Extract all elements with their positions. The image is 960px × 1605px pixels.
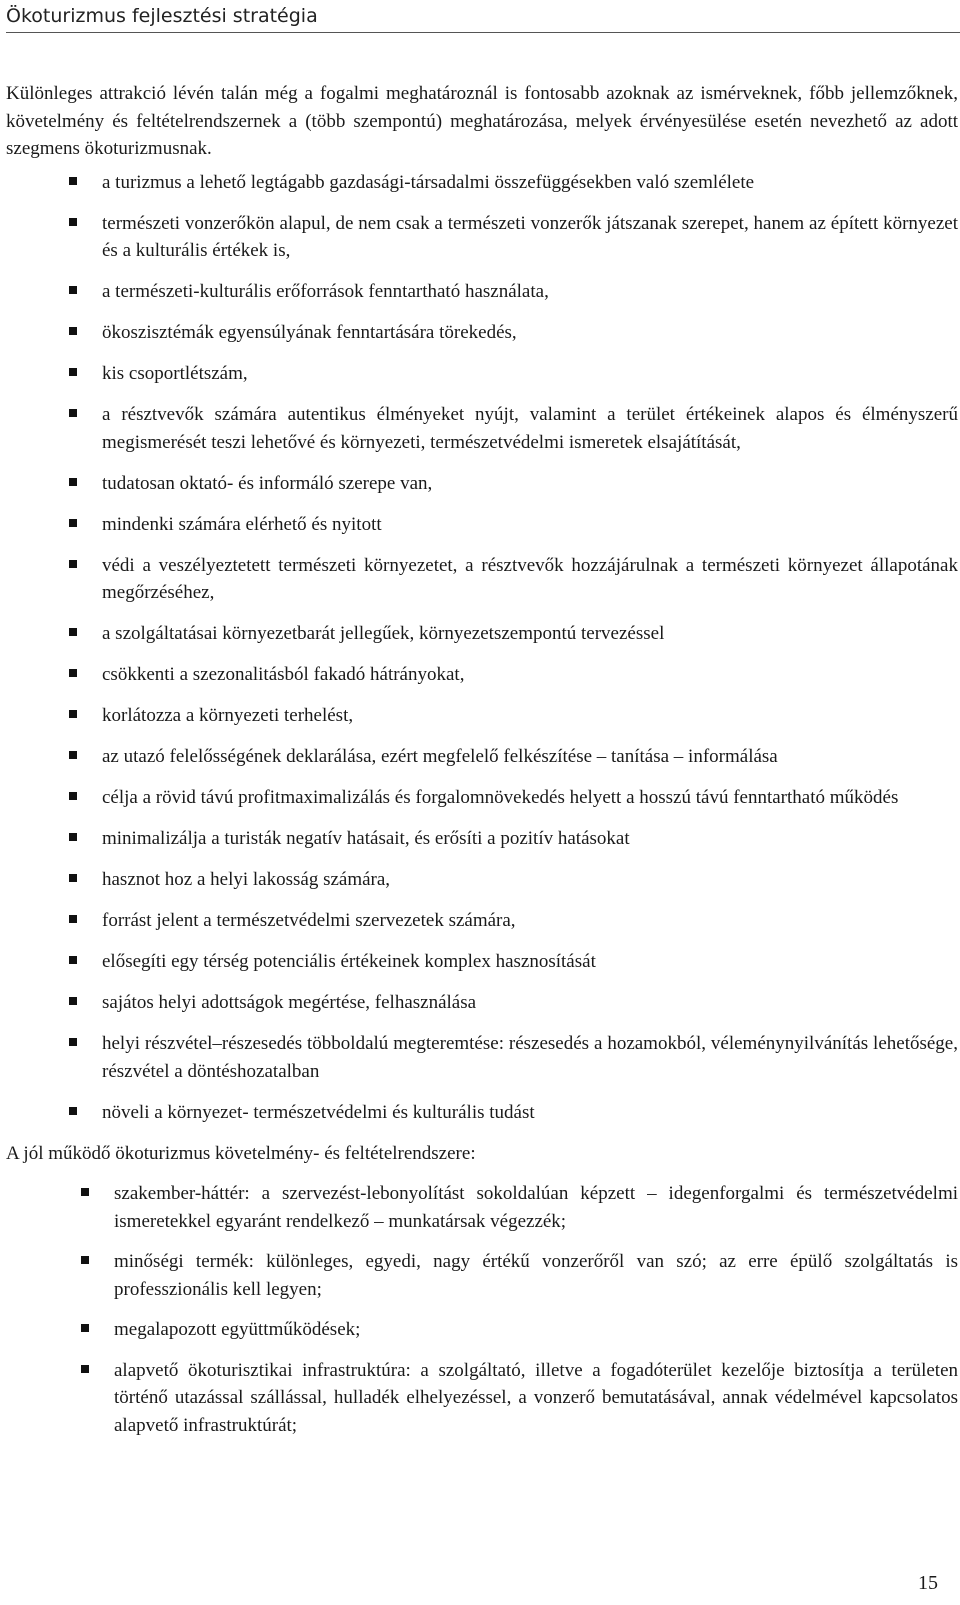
square-bullet-icon bbox=[69, 915, 77, 923]
list-item: korlátozza a környezeti terhelést, bbox=[66, 702, 958, 730]
square-bullet-icon bbox=[69, 956, 77, 964]
intro-paragraph: Különleges attrakció lévén talán még a fogalmi meghatároznál is fontosabb azoknak az ismérveknek, főbb jellemzőknek, követelmény és feltételrendszernek a (több szempontú) meghatározása, melyek érvényesülése esetén nevezhető az adott szegmens ökoturizmusnak. bbox=[6, 83, 958, 159]
square-bullet-icon bbox=[69, 710, 77, 718]
square-bullet-icon bbox=[69, 478, 77, 486]
square-bullet-icon bbox=[81, 1365, 89, 1373]
list-item: helyi részvétel–részesedés többoldalú megteremtése: részesedés a hozamokból, véleménynyilvánítás lehetősége, részvétel a döntéshozatalban bbox=[66, 1030, 958, 1085]
list-item: ökoszisztémák egyensúlyának fenntartására törekedés, bbox=[66, 319, 958, 347]
square-bullet-icon bbox=[69, 1107, 77, 1115]
list-item: természeti vonzerőkön alapul, de nem csak a természeti vonzerők játszanak szerepet, hanem az épített környezet és a kulturális értékek is, bbox=[66, 210, 958, 265]
section-heading: A jól működő ökoturizmus követelmény- és feltételrendszere: bbox=[6, 1142, 476, 1164]
list-item: a résztvevők számára autentikus élményeket nyújt, valamint a terület értékeinek alapos és élményszerű megismerését teszi lehetővé és környezeti, természetvédelmi ismeretek elsajátítását, bbox=[66, 401, 958, 456]
document-body bbox=[6, 80, 958, 1452]
list-item: védi a veszélyeztetett természeti környezetet, a résztvevők hozzájárulnak a természeti környezet állapotának megőrzéséhez, bbox=[66, 552, 958, 607]
list-item: mindenki számára elérhető és nyitott bbox=[66, 511, 958, 539]
square-bullet-icon bbox=[69, 833, 77, 841]
square-bullet-icon bbox=[69, 177, 77, 185]
list-item: a szolgáltatásai környezetbarát jellegűek, környezetszempontú tervezéssel bbox=[66, 620, 958, 648]
page-header bbox=[6, 4, 960, 33]
list-item: hasznot hoz a helyi lakosság számára, bbox=[66, 866, 958, 894]
square-bullet-icon bbox=[81, 1188, 89, 1196]
square-bullet-icon bbox=[81, 1324, 89, 1332]
list-item: növeli a környezet- természetvédelmi és kulturális tudást bbox=[66, 1099, 958, 1127]
list-item: minőségi termék: különleges, egyedi, nagy értékű vonzerőről van szó; az erre épülő szolgáltatás is professzionális kell legyen; bbox=[78, 1248, 958, 1303]
list-item: célja a rövid távú profitmaximalizálás és forgalomnövekedés helyett a hosszú távú fenntartható működés bbox=[66, 784, 958, 812]
square-bullet-icon bbox=[69, 997, 77, 1005]
list-item: tudatosan oktató- és informáló szerepe van, bbox=[66, 470, 958, 498]
list-item: elősegíti egy térség potenciális értékeinek komplex hasznosítását bbox=[66, 948, 958, 976]
requirements-list bbox=[78, 1180, 958, 1439]
page-number: 15 bbox=[918, 1572, 938, 1594]
list-item: szakember-háttér: a szervezést-lebonyolítást sokoldalúan képzett – idegenforgalmi és természetvédelmi ismeretekkel egyaránt rendelkező – munkatársak végezzék; bbox=[78, 1180, 958, 1235]
criteria-list bbox=[66, 169, 958, 1127]
list-item: sajátos helyi adottságok megértése, felhasználása bbox=[66, 989, 958, 1017]
square-bullet-icon bbox=[69, 519, 77, 527]
square-bullet-icon bbox=[69, 1038, 77, 1046]
square-bullet-icon bbox=[81, 1256, 89, 1264]
square-bullet-icon bbox=[69, 286, 77, 294]
list-item: forrást jelent a természetvédelmi szervezetek számára, bbox=[66, 907, 958, 935]
square-bullet-icon bbox=[69, 218, 77, 226]
list-item: a természeti-kulturális erőforrások fenntartható használata, bbox=[66, 278, 958, 306]
list-item: az utazó felelősségének deklarálása, ezért megfelelő felkészítése – tanítása – informálása bbox=[66, 743, 958, 771]
list-item: minimalizálja a turisták negatív hatásait, és erősíti a pozitív hatásokat bbox=[66, 825, 958, 853]
list-item: megalapozott együttműködések; bbox=[78, 1316, 958, 1344]
square-bullet-icon bbox=[69, 751, 77, 759]
square-bullet-icon bbox=[69, 327, 77, 335]
square-bullet-icon bbox=[69, 368, 77, 376]
square-bullet-icon bbox=[69, 560, 77, 568]
square-bullet-icon bbox=[69, 792, 77, 800]
square-bullet-icon bbox=[69, 628, 77, 636]
square-bullet-icon bbox=[69, 874, 77, 882]
square-bullet-icon bbox=[69, 669, 77, 677]
header-title: Ökoturizmus fejlesztési stratégia bbox=[6, 5, 318, 27]
list-item: alapvető ökoturisztikai infrastruktúra: a szolgáltató, illetve a fogadóterület kezelője biztosítja a területen történő utazással szállással, hulladék elhelyezéssel, a vonzerő bemutatásával, annak védelmével kapcsolatos alapvető infrastruktúrát; bbox=[78, 1357, 958, 1440]
list-item: kis csoportlétszám, bbox=[66, 360, 958, 388]
list-item: csökkenti a szezonalitásból fakadó hátrányokat, bbox=[66, 661, 958, 689]
list-item: a turizmus a lehető legtágabb gazdasági-társadalmi összefüggésekben való szemlélete bbox=[66, 169, 958, 197]
square-bullet-icon bbox=[69, 409, 77, 417]
